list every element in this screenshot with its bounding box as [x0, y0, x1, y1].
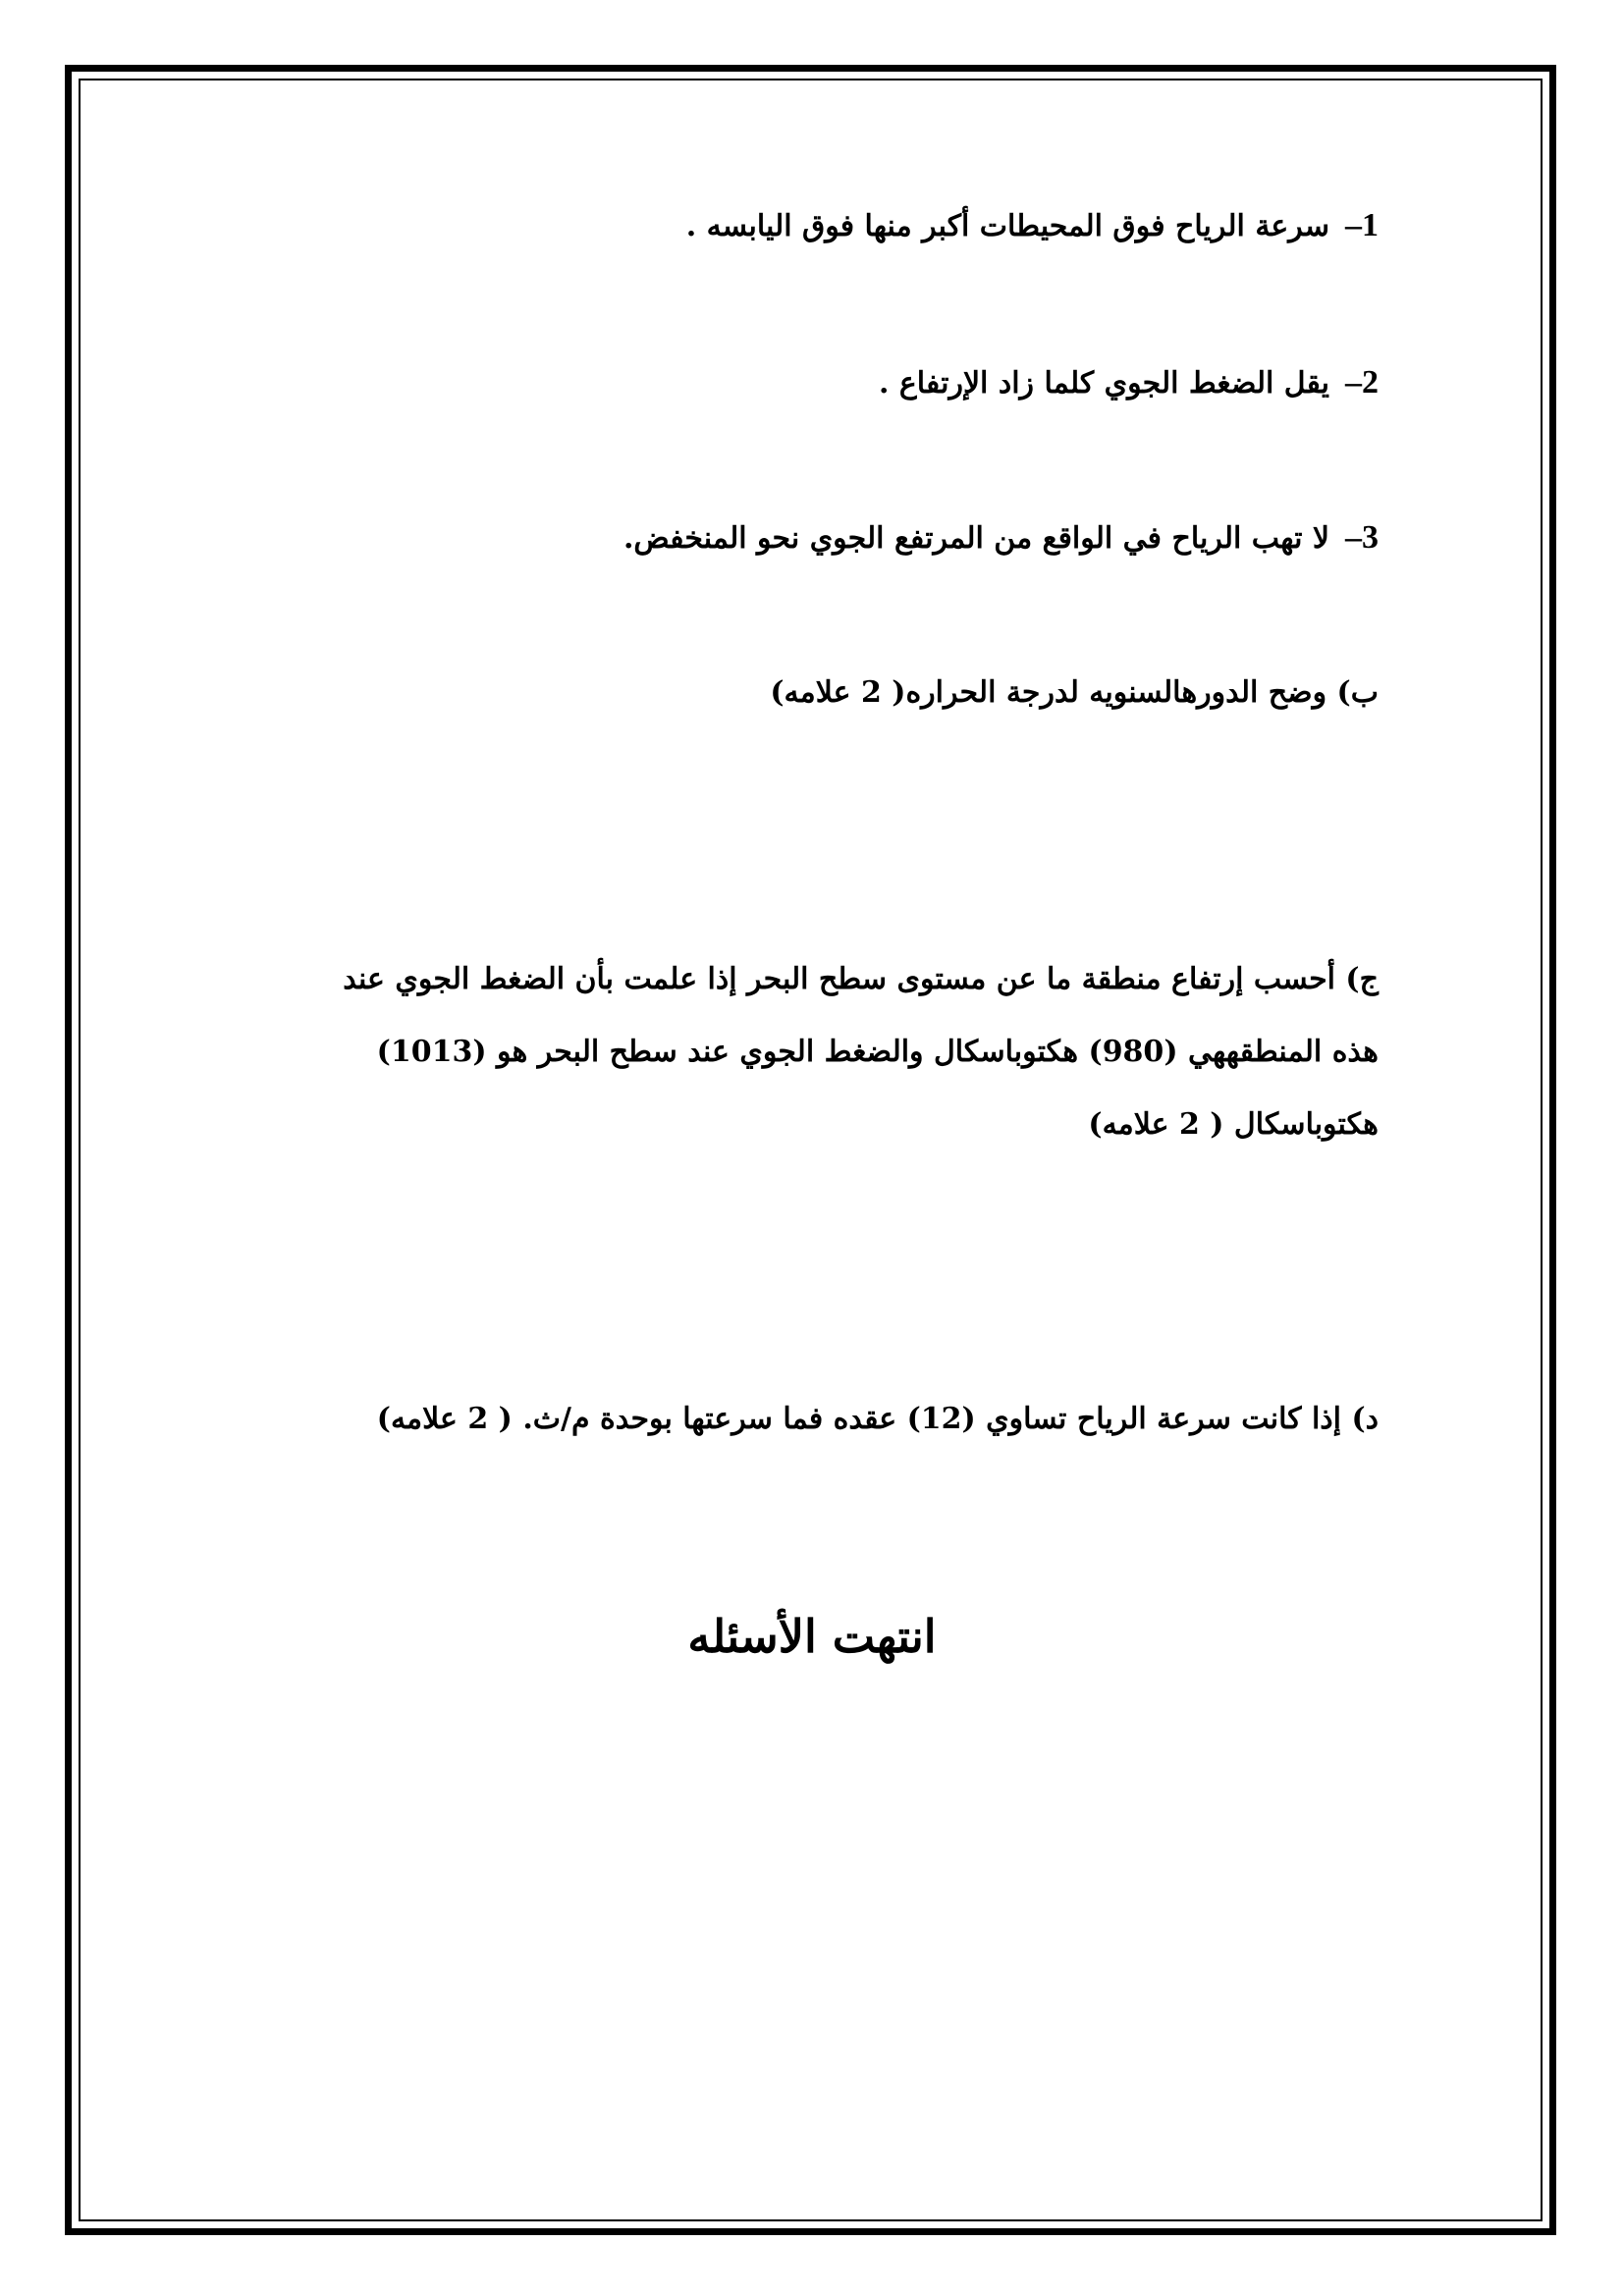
statement-2 — [879, 363, 1379, 403]
statement-text: سرعة الرياح فوق المحيطات أكبر منها فوق اليابسه . — [685, 209, 1329, 243]
question-j-line-1: ج) أحسب إرتفاع منطقة ما عن مستوى سطح البحر إذا علمت بأن الضغط الجوي عند — [343, 962, 1379, 996]
end-of-questions-title: انتهت الأسئله — [687, 1610, 937, 1663]
question-j-line-2: هذه المنطقههي (980) هكتوباسكال والضغط الجوي عند سطح البحر هو (1013) — [376, 1035, 1379, 1069]
statement-3 — [623, 518, 1379, 559]
statement-text: لا تهب الرياح في الواقع من المرتفع الجوي نحو المنخفض. — [623, 521, 1329, 556]
statement-number: 1– — [1345, 207, 1379, 243]
statement-1 — [686, 206, 1379, 246]
question-j-line-3: هكتوباسكال ( 2 علامه) — [1088, 1107, 1379, 1142]
statement-number: 3– — [1345, 519, 1379, 556]
statement-number: 2– — [1345, 364, 1379, 400]
statement-text: يقل الضغط الجوي كلما زاد الإرتفاع . — [879, 366, 1329, 400]
question-d: د) إذا كانت سرعة الرياح تساوي (12) عقده فما سرعتها بوحدة م/ث. ( 2 علامه) — [376, 1402, 1379, 1436]
question-b: ب) وضح الدورهالسنويه لدرجة الحراره( 2 علامه) — [770, 675, 1379, 710]
